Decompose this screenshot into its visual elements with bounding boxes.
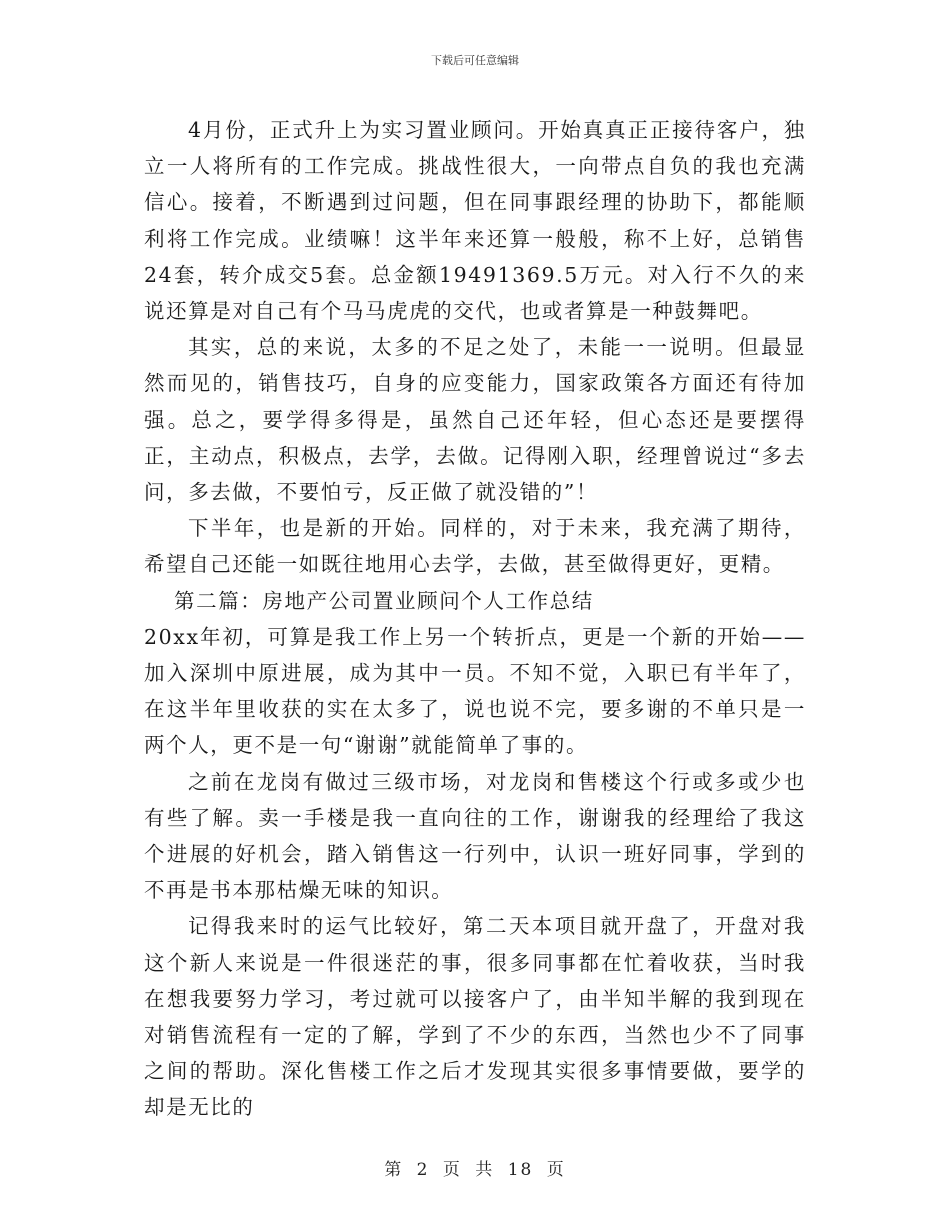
- document-body: [144, 112, 806, 1126]
- paragraph-joining: 20xx年初，可算是我工作上另一个转折点，更是一个新的开始——加入深圳中原进展，成为其中一员。不知不觉，入职已有半年了，在这半年里收获的实在太多了，说也说不完，要多谢的不单只是一两个人，更不是一句“谢谢”就能简单了事的。: [144, 624, 806, 758]
- paragraph-second-half: 下半年，也是新的开始。同样的，对于未来，我充满了期待，希望自己还能一如既往地用心去学，去做，甚至做得更好，更精。: [144, 516, 806, 577]
- paragraph-shortcomings: 其实，总的来说，太多的不足之处了，未能一一说明。但最显然而见的，销售技巧，自身的应变能力，国家政策各方面还有待加强。总之，要学得多得是，虽然自己还年轻，但心态还是要摆得正，主动点，积极点，去学，去做。记得刚入职，经理曾说过“多去问，多去做，不要怕亏，反正做了就没错的”！: [144, 335, 806, 505]
- page-number-footer: 第 2 页 共 18 页: [384, 1160, 566, 1180]
- paragraph-opening-day: 记得我来时的运气比较好，第二天本项目就开盘了，开盘对我这个新人来说是一件很迷茫的事，很多同事都在忙着收获，当时我在想我要努力学习，考过就可以接客户了，由半知半解的我到现在对销售流程有一定的了解，学到了不少的东西，当然也少不了同事之间的帮助。深化售楼工作之后才发现其实很多事情要做，要学的却是无比的: [144, 914, 806, 1120]
- paragraph-longgang: 之前在龙岗有做过三级市场，对龙岗和售楼这个行或多或少也有些了解。卖一手楼是我一直向往的工作，谢谢我的经理给了我这个进展的好机会，踏入销售这一行列中，认识一班好同事，学到的不再是书本那枯燥无味的知识。: [144, 769, 806, 903]
- paragraph-april-promotion: 4月份，正式升上为实习置业顾问。开始真真正正接待客户，独立一人将所有的工作完成。挑战性很大，一向带点自负的我也充满信心。接着，不断遇到过问题，但在同事跟经理的协助下，都能顺利将工作完成。业绩嘛！这半年来还算一般般，称不上好，总销售24套，转介成交5套。总金额19491369.5万元。对入行不久的来说还算是对自己有个马马虎虎的交代，也或者算是一种鼓舞吧。: [144, 118, 806, 324]
- section-heading-second-article: 第二篇：房地产公司置业顾问个人工作总结: [174, 588, 594, 613]
- page-header-note: 下载后可任意编辑: [431, 54, 519, 67]
